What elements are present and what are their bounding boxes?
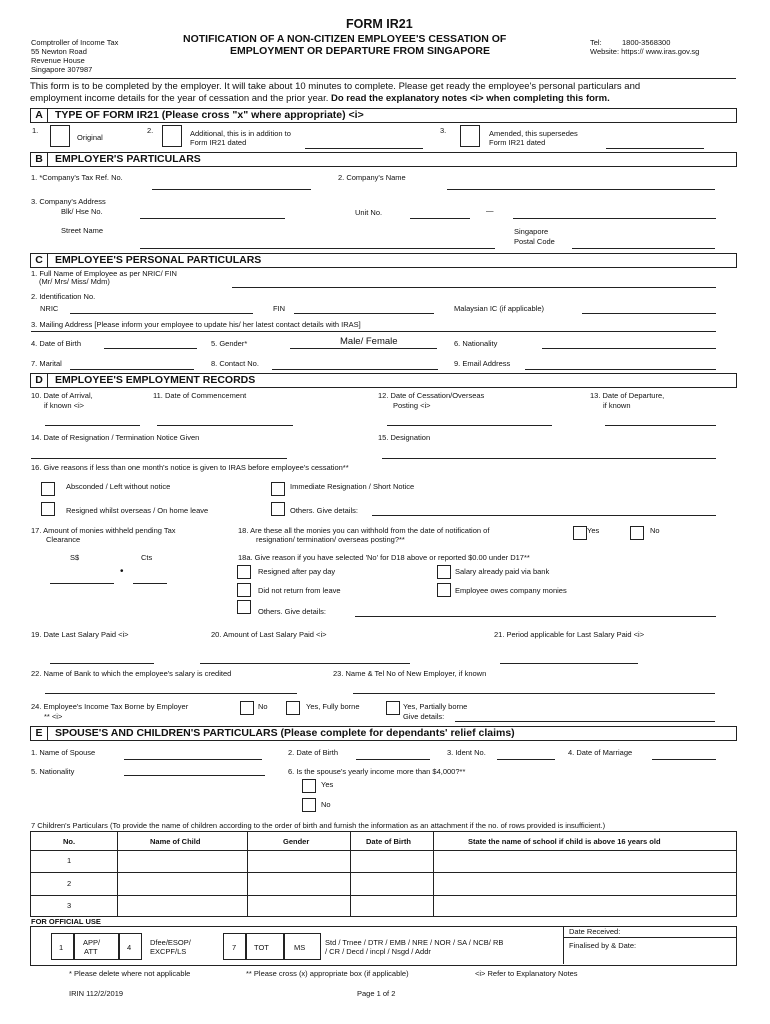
- salary-period-label: 21. Period applicable for Last Salary Paid <i>: [494, 630, 645, 639]
- spouse-income-no-checkbox[interactable]: [302, 798, 316, 812]
- not-return-label: Did not return from leave: [258, 586, 341, 595]
- tax-borne-label: 24. Employee's Income Tax Borne by Employer: [31, 702, 189, 711]
- marital-field[interactable]: [70, 369, 194, 370]
- postal-label: Postal Code: [514, 237, 555, 246]
- marital-label: 7. Marital: [31, 359, 62, 368]
- website: Website: https:// www.iras.gov.sg: [590, 47, 700, 56]
- resigned-overseas-checkbox[interactable]: [41, 502, 55, 516]
- additional-label-1: Additional, this is in addition to: [190, 129, 291, 138]
- cessation-label: 12. Date of Cessation/Overseas: [378, 391, 485, 400]
- cents-label: Cts: [141, 553, 153, 562]
- original-checkbox[interactable]: [50, 125, 70, 147]
- monies-withheld-label: 17. Amount of monies withheld pending Tax: [31, 526, 176, 535]
- cessation-field[interactable]: [387, 425, 552, 426]
- table-divider: [30, 895, 736, 896]
- tax-borne-no-label: No: [258, 702, 268, 711]
- tax-borne-full-checkbox[interactable]: [286, 701, 300, 715]
- spouse-income-yes-checkbox[interactable]: [302, 779, 316, 793]
- spouse-income-yes-label: Yes: [321, 780, 334, 789]
- additional-label-2: Form IR21 dated: [190, 138, 247, 147]
- resigned-overseas-label: Resigned whilst overseas / On home leave: [66, 506, 209, 515]
- blk-label: Blk/ Hse No.: [61, 207, 103, 216]
- official-ms: MS: [294, 943, 306, 952]
- sd-label: S$: [70, 553, 80, 562]
- col-header-name: Name of Child: [150, 837, 201, 846]
- official-status-codes: Std / Trnee / DTR / EMB / NRE / NOR / SA / NCB/ RB: [325, 938, 504, 947]
- col-header-dob: Date of Birth: [366, 837, 411, 846]
- company-tax-ref-label: 1. *Company's Tax Ref. No.: [31, 173, 123, 182]
- street-field[interactable]: [140, 248, 495, 249]
- dob-field[interactable]: [104, 348, 197, 349]
- others-checkbox[interactable]: [271, 502, 285, 516]
- tel-value: 1800-3568300: [622, 38, 671, 47]
- unit-dash: —: [486, 206, 494, 215]
- amended-label-1: Amended, this supersedes: [489, 129, 578, 138]
- additional-date-field[interactable]: [305, 148, 423, 149]
- owes-monies-label: Employee owes company monies: [455, 586, 567, 595]
- form-title: FORM IR21: [346, 17, 413, 31]
- resigned-after-payday-checkbox[interactable]: [237, 565, 251, 579]
- all-monies-no-label: No: [650, 526, 660, 535]
- salary-paid-label: Salary already paid via bank: [455, 567, 550, 576]
- malaysian-ic-label: Malaysian IC (if applicable): [454, 304, 545, 313]
- table-col-divider: [350, 831, 351, 916]
- official-divider: [563, 926, 564, 964]
- reasons-label: 16. Give reasons if less than one month's notice is given to IRAS before employee's cessation**: [31, 463, 349, 472]
- email-field[interactable]: [525, 369, 716, 370]
- title-label: (Mr/ Mrs/ Miss/ Mdm): [39, 277, 110, 286]
- table-col-divider: [247, 831, 248, 916]
- form-code: IRIN 112/2/2019: [69, 989, 124, 998]
- option-1-num: 1.: [32, 126, 39, 135]
- spouse-dob-label: 2. Date of Birth: [288, 748, 339, 757]
- singapore-label: Singapore: [514, 227, 549, 236]
- official-dfee: Dfee/ESOP/: [150, 938, 191, 947]
- others-18a-label: Others. Give details:: [258, 607, 326, 616]
- table-divider: [30, 872, 736, 873]
- finalised-label: Finalised by & Date:: [569, 941, 637, 950]
- all-monies-yes-label: Yes: [587, 526, 600, 535]
- new-employer-label: 23. Name & Tel No of New Employer, if known: [333, 669, 487, 678]
- amended-label-2: Form IR21 dated: [489, 138, 546, 147]
- tax-borne-partial-label: Yes, Partially borne: [403, 702, 468, 711]
- tax-borne-details-label: Give details:: [403, 712, 445, 721]
- dollars-field[interactable]: [50, 583, 114, 584]
- notification-title-2: EMPLOYMENT OR DEPARTURE FROM SINGAPORE: [230, 45, 490, 57]
- tax-borne-label-2: ** <i>: [44, 712, 63, 721]
- spouse-nationality-field[interactable]: [124, 775, 265, 776]
- nric-label: NRIC: [40, 304, 59, 313]
- official-tot: TOT: [254, 943, 269, 952]
- official-code-7: 7: [232, 943, 237, 952]
- designation-label: 15. Designation: [378, 433, 431, 442]
- owes-monies-checkbox[interactable]: [437, 583, 451, 597]
- table-col-divider: [433, 831, 434, 916]
- section-e-header: E SPOUSE'S AND CHILDREN'S PARTICULARS (Please complete for dependants' relief claims): [30, 726, 737, 741]
- commencement-field[interactable]: [157, 425, 293, 426]
- col-header-no: No.: [63, 837, 76, 846]
- amended-checkbox[interactable]: [460, 125, 480, 147]
- last-salary-amount-label: 20. Amount of Last Salary Paid <i>: [211, 630, 327, 639]
- spouse-dob-field[interactable]: [356, 759, 430, 760]
- email-label: 9. Email Address: [454, 359, 511, 368]
- company-tax-ref-field[interactable]: [152, 189, 311, 190]
- table-col-divider: [117, 831, 118, 916]
- spouse-name-field[interactable]: [124, 759, 262, 760]
- street-label: Street Name: [61, 226, 104, 235]
- additional-checkbox[interactable]: [162, 125, 182, 147]
- unit-field-2[interactable]: [513, 218, 716, 219]
- immediate-resignation-label: Immediate Resignation / Short Notice: [290, 482, 415, 491]
- designation-field[interactable]: [382, 458, 716, 459]
- page-number: Page 1 of 2: [357, 989, 396, 998]
- footnote-delete: * Please delete where not applicable: [69, 969, 191, 978]
- all-monies-no-checkbox[interactable]: [630, 526, 644, 540]
- resignation-label: 14. Date of Resignation / Termination Notice Given: [31, 433, 200, 442]
- last-salary-date-field[interactable]: [50, 663, 154, 664]
- col-header-school: State the name of school if child is above 16 years old: [468, 837, 661, 846]
- address-line-2: 55 Newton Road: [31, 47, 87, 56]
- row-number: 2: [67, 879, 72, 888]
- official-code-4: 4: [127, 943, 132, 952]
- official-code-1: 1: [59, 943, 64, 952]
- notification-title-1: NOTIFICATION OF A NON-CITIZEN EMPLOYEE'S CESSATION OF: [183, 33, 507, 45]
- unit-label: Unit No.: [355, 208, 383, 217]
- all-monies-yes-checkbox[interactable]: [573, 526, 587, 540]
- full-name-label: 1. Full Name of Employee as per NRIC/ FIN: [31, 269, 177, 278]
- monies-withheld-label-2: Clearance: [46, 535, 81, 544]
- address-line-1: Comptroller of Income Tax: [31, 38, 119, 47]
- spouse-income-label: 6. Is the spouse's yearly income more than $4,000?**: [288, 767, 466, 776]
- bank-label: 22. Name of Bank to which the employee's salary is credited: [31, 669, 232, 678]
- commencement-label: 11. Date of Commencement: [153, 391, 247, 400]
- table-divider: [30, 850, 736, 851]
- spouse-ident-label: 3. Ident No.: [447, 748, 486, 757]
- gender-field[interactable]: [290, 348, 437, 349]
- contact-field[interactable]: [272, 369, 438, 370]
- malaysian-ic-field[interactable]: [582, 313, 716, 314]
- official-status-codes-2: / CR / Decd / incpl / Nsgd / Addr: [325, 947, 431, 956]
- company-address-label: 3. Company's Address: [31, 197, 106, 206]
- tax-borne-no-checkbox[interactable]: [240, 701, 254, 715]
- official-excpf: EXCPF/LS: [150, 947, 187, 956]
- section-a-header: A TYPE OF FORM IR21 (Please cross "x" where appropriate) <i>: [30, 108, 737, 123]
- mailing-address-field[interactable]: [31, 331, 716, 332]
- nationality-field[interactable]: [542, 348, 716, 349]
- official-app: APP/: [83, 938, 101, 947]
- original-label: Original: [77, 133, 103, 142]
- official-att: ATT: [84, 947, 98, 956]
- company-name-field[interactable]: [447, 189, 715, 190]
- children-label: 7 Children's Particulars (To provide the name of children according to the order of birth and furnish the information as an attachment if the no. of rows provided is insufficient.): [31, 821, 606, 830]
- new-employer-field[interactable]: [353, 693, 715, 694]
- section-d-header: D EMPLOYEE'S EMPLOYMENT RECORDS: [30, 373, 737, 388]
- others-details-field[interactable]: [372, 515, 716, 516]
- spouse-income-no-label: No: [321, 800, 331, 809]
- spouse-ident-field[interactable]: [497, 759, 555, 760]
- divider: [30, 78, 736, 79]
- immediate-resignation-checkbox[interactable]: [271, 482, 285, 496]
- identification-label: 2. Identification No.: [31, 292, 96, 301]
- last-salary-amount-field[interactable]: [200, 663, 410, 664]
- last-salary-date-label: 19. Date Last Salary Paid <i>: [31, 630, 129, 639]
- spouse-nationality-label: 5. Nationality: [31, 767, 75, 776]
- footnote-explanatory: <i> Refer to Explanatory Notes: [475, 969, 578, 978]
- fin-label: FIN: [273, 304, 286, 313]
- spouse-name-label: 1. Name of Spouse: [31, 748, 96, 757]
- blk-field[interactable]: [140, 218, 285, 219]
- salary-period-field[interactable]: [500, 663, 638, 664]
- arrival-field[interactable]: [45, 425, 140, 426]
- marriage-date-field[interactable]: [652, 759, 716, 760]
- departure-label: 13. Date of Departure,: [590, 391, 665, 400]
- tax-borne-full-label: Yes, Fully borne: [306, 702, 360, 711]
- cents-field[interactable]: [133, 583, 167, 584]
- company-name-label: 2. Company's Name: [338, 173, 406, 182]
- dob-label: 4. Date of Birth: [31, 339, 82, 348]
- intro-line-1: This form is to be completed by the employer. It will take about 10 minutes to complete. Please get ready the employee's personal particulars and: [30, 81, 641, 92]
- option-3-num: 3.: [440, 126, 447, 135]
- all-monies-label: 18. Are these all the monies you can withhold from the date of notification of: [238, 526, 490, 535]
- others-label: Others. Give details:: [290, 506, 358, 515]
- footnote-cross: ** Please cross (x) appropriate box (if applicable): [246, 969, 409, 978]
- cessation-label-2: Posting <i>: [393, 401, 431, 410]
- arrival-label-2: if known <i>: [44, 401, 85, 410]
- unit-field-1[interactable]: [410, 218, 470, 219]
- marriage-date-label: 4. Date of Marriage: [568, 748, 633, 757]
- address-line-3: Revenue House: [31, 56, 85, 65]
- section-b-header: B EMPLOYER'S PARTICULARS: [30, 152, 737, 167]
- nric-field[interactable]: [70, 313, 253, 314]
- col-header-gender: Gender: [283, 837, 310, 846]
- gender-label: 5. Gender*: [211, 339, 248, 348]
- departure-field[interactable]: [605, 425, 716, 426]
- others-18a-checkbox[interactable]: [237, 600, 251, 614]
- departure-label-2: if known: [603, 401, 631, 410]
- nationality-label: 6. Nationality: [454, 339, 498, 348]
- reason-18a-label: 18a. Give reason if you have selected 'No' for D18 above or reported $0.00 under D17**: [238, 553, 530, 562]
- arrival-label: 10. Date of Arrival,: [31, 391, 93, 400]
- mailing-address-label: 3. Mailing Address [Please inform your employee to update his/ her latest contact details with IRAS]: [31, 320, 361, 329]
- row-number: 3: [67, 901, 72, 910]
- tax-borne-details-field[interactable]: [455, 721, 715, 722]
- salary-paid-checkbox[interactable]: [437, 565, 451, 579]
- contact-label: 8. Contact No.: [211, 359, 259, 368]
- postal-field[interactable]: [572, 248, 715, 249]
- tel-label: Tel:: [590, 38, 602, 47]
- section-c-header: C EMPLOYEE'S PERSONAL PARTICULARS: [30, 253, 737, 268]
- gender-value: Male/ Female: [340, 336, 398, 347]
- date-received-label: Date Received:: [569, 927, 621, 936]
- resignation-field[interactable]: [31, 458, 287, 459]
- fin-field[interactable]: [294, 313, 434, 314]
- official-use-title: FOR OFFICIAL USE: [31, 917, 101, 926]
- resigned-after-payday-label: Resigned after pay day: [258, 567, 336, 576]
- bank-field[interactable]: [45, 693, 297, 694]
- absconded-label: Absconded / Left without notice: [66, 482, 171, 491]
- row-number: 1: [67, 856, 72, 865]
- option-2-num: 2.: [147, 126, 154, 135]
- absconded-checkbox[interactable]: [41, 482, 55, 496]
- official-divider: [563, 937, 736, 938]
- full-name-field[interactable]: [232, 287, 716, 288]
- tax-borne-partial-checkbox[interactable]: [386, 701, 400, 715]
- address-line-4: Singapore 307987: [31, 65, 93, 74]
- others-18a-field[interactable]: [355, 616, 716, 617]
- all-monies-label-2: resignation/ termination/ overseas posting?**: [256, 535, 405, 544]
- decimal-dot: •: [120, 566, 124, 577]
- intro-line-2: employment income details for the year of cessation and the prior year. Do read the explanatory notes <i> when completing this form.: [30, 93, 610, 104]
- amended-date-field[interactable]: [606, 148, 704, 149]
- not-return-checkbox[interactable]: [237, 583, 251, 597]
